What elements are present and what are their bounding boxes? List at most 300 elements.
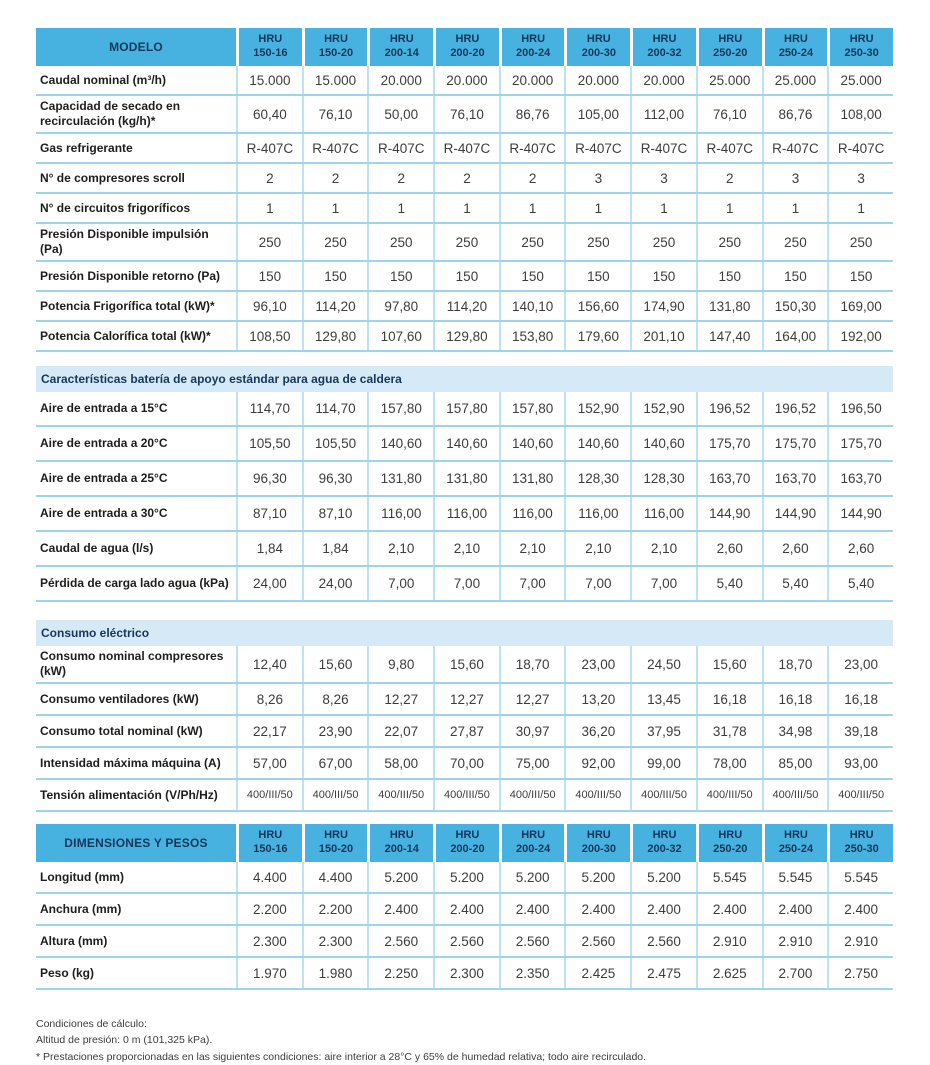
- row-label: Aire de entrada a 25°C: [40, 471, 168, 485]
- table-row: [36, 780, 893, 812]
- cell-value: 157,80: [433, 392, 499, 425]
- header-column-line2: 200-30: [581, 47, 616, 59]
- cell-value: 129,80: [433, 322, 499, 350]
- header-column-line2: 250-24: [778, 843, 814, 855]
- cell-value: R-407C: [630, 134, 696, 162]
- header-column: [367, 824, 433, 862]
- header-column-line2: 250-24: [778, 47, 814, 59]
- row-label: Presión Disponible impulsión (Pa): [40, 227, 209, 256]
- cell-value: 12,27: [367, 684, 433, 714]
- cell-value: 20.000: [564, 66, 630, 94]
- cell-value: 140,60: [564, 427, 630, 460]
- cell-value: 2.910: [696, 926, 762, 956]
- cell-value: 175,70: [696, 427, 762, 460]
- cell-value: 1: [827, 194, 893, 222]
- cell-value: 96,10: [236, 292, 302, 320]
- table-header-row: [36, 824, 893, 862]
- cell-value: 13,20: [564, 684, 630, 714]
- cell-value: 93,00: [827, 748, 893, 778]
- header-title: DIMENSIONES Y PESOS: [36, 824, 236, 862]
- cell-value: 105,50: [236, 427, 302, 460]
- cell-value: 13,45: [630, 684, 696, 714]
- cell-value: 2.425: [564, 958, 630, 988]
- cell-value: R-407C: [827, 134, 893, 162]
- header-column-line1: HRU: [324, 33, 348, 46]
- cell-value: 76,10: [696, 96, 762, 132]
- cell-value: 144,90: [827, 497, 893, 530]
- header-column: [433, 824, 499, 862]
- footnote-line: Condiciones de cálculo:: [36, 1018, 147, 1030]
- cell-value: 2.200: [236, 894, 302, 924]
- cell-value: 75,00: [499, 748, 565, 778]
- cell-value: 400/III/50: [564, 780, 630, 810]
- cell-value: 140,60: [433, 427, 499, 460]
- row-label: Consumo nominal compresores (kW): [40, 649, 224, 678]
- cell-value: R-407C: [433, 134, 499, 162]
- cell-value: 150: [367, 262, 433, 290]
- header-column-line2: 250-20: [713, 47, 748, 59]
- row-label: Aire de entrada a 30°C: [40, 506, 168, 520]
- cell-value: 131,80: [433, 462, 499, 495]
- boiler-coil-section: [36, 366, 893, 602]
- cell-value: 128,30: [564, 462, 630, 495]
- table-row: [36, 497, 893, 532]
- cell-value: 169,00: [827, 292, 893, 320]
- header-column-line1: HRU: [849, 829, 874, 842]
- cell-value: 27,87: [433, 716, 499, 746]
- header-column-line1: HRU: [521, 33, 546, 46]
- cell-value: 58,00: [367, 748, 433, 778]
- header-column-line2: 200-14: [384, 47, 419, 59]
- header-column-line2: 200-24: [516, 47, 551, 59]
- header-column: [630, 28, 696, 66]
- cell-value: 400/III/50: [499, 780, 565, 810]
- cell-value: 7,00: [630, 567, 696, 600]
- header-column: [236, 824, 302, 862]
- header-column-line1: HRU: [652, 829, 677, 842]
- cell-value: 2.300: [302, 926, 368, 956]
- cell-value: R-407C: [499, 134, 565, 162]
- cell-value: 114,20: [302, 292, 368, 320]
- header-title: MODELO: [36, 28, 236, 66]
- cell-value: 2,10: [367, 532, 433, 565]
- cell-value: 1: [499, 194, 565, 222]
- row-label: Pérdida de carga lado agua (kPa): [40, 576, 229, 590]
- header-column-line1: HRU: [718, 33, 743, 46]
- cell-value: 5.545: [762, 862, 828, 892]
- cell-value: 7,00: [433, 567, 499, 600]
- cell-value: 1,84: [302, 532, 368, 565]
- table-row: [36, 716, 893, 748]
- row-label: Potencia Frigorífica total (kW)*: [40, 298, 215, 313]
- cell-value: 150: [433, 262, 499, 290]
- header-column: [564, 824, 630, 862]
- header-column-line2: 250-20: [713, 843, 748, 855]
- cell-value: 12,40: [236, 646, 302, 682]
- cell-value: 179,60: [564, 322, 630, 350]
- cell-value: 116,00: [630, 497, 696, 530]
- table-row: [36, 427, 893, 462]
- header-column-line2: 150-16: [253, 47, 288, 59]
- cell-value: 196,52: [762, 392, 828, 425]
- section-title: Características batería de apoyo estándar para agua de caldera: [36, 366, 893, 392]
- cell-value: 140,60: [630, 427, 696, 460]
- cell-value: 114,20: [433, 292, 499, 320]
- cell-value: 8,26: [236, 684, 302, 714]
- cell-value: 400/III/50: [433, 780, 499, 810]
- cell-value: 67,00: [302, 748, 368, 778]
- cell-value: 2.400: [564, 894, 630, 924]
- cell-value: 96,30: [236, 462, 302, 495]
- header-column-line2: 200-20: [450, 843, 485, 855]
- cell-value: 78,00: [696, 748, 762, 778]
- cell-value: 15,60: [302, 646, 368, 682]
- cell-value: 2: [433, 164, 499, 192]
- row-label: Caudal nominal (m³/h): [40, 72, 166, 87]
- cell-value: 5.200: [630, 862, 696, 892]
- cell-value: 2: [236, 164, 302, 192]
- cell-value: 23,00: [827, 646, 893, 682]
- cell-value: 2,60: [762, 532, 828, 565]
- cell-value: 36,20: [564, 716, 630, 746]
- cell-value: 8,26: [302, 684, 368, 714]
- row-label: Anchura (mm): [40, 901, 122, 916]
- row-label: Longitud (mm): [40, 869, 124, 884]
- cell-value: 50,00: [367, 96, 433, 132]
- row-label: Presión Disponible retorno (Pa): [40, 268, 221, 283]
- header-column-line2: 250-30: [844, 843, 879, 855]
- cell-value: 1: [367, 194, 433, 222]
- cell-value: 22,17: [236, 716, 302, 746]
- cell-value: 2,60: [696, 532, 762, 565]
- cell-value: 105,50: [302, 427, 368, 460]
- cell-value: 5.545: [696, 862, 762, 892]
- table-header-row: [36, 28, 893, 66]
- cell-value: 2,10: [499, 532, 565, 565]
- table-row: [36, 322, 893, 352]
- cell-value: 5.545: [827, 862, 893, 892]
- cell-value: 157,80: [499, 392, 565, 425]
- table-row: [36, 646, 893, 684]
- cell-value: 1: [433, 194, 499, 222]
- table-row: [36, 66, 893, 96]
- table-row: [36, 164, 893, 194]
- header-column: [564, 28, 630, 66]
- cell-value: 20.000: [433, 66, 499, 94]
- cell-value: 18,70: [762, 646, 828, 682]
- cell-value: 114,70: [236, 392, 302, 425]
- table-row: [36, 392, 893, 427]
- cell-value: 5,40: [827, 567, 893, 600]
- cell-value: 400/III/50: [762, 780, 828, 810]
- cell-value: 5.200: [433, 862, 499, 892]
- cell-value: 2,10: [433, 532, 499, 565]
- row-label: Altura (mm): [40, 933, 108, 948]
- cell-value: 22,07: [367, 716, 433, 746]
- cell-value: 140,10: [499, 292, 565, 320]
- cell-value: 2.400: [499, 894, 565, 924]
- cell-value: R-407C: [696, 134, 762, 162]
- cell-value: 175,70: [762, 427, 828, 460]
- cell-value: 3: [630, 164, 696, 192]
- cell-value: 87,10: [236, 497, 302, 530]
- cell-value: 97,80: [367, 292, 433, 320]
- cell-value: 31,78: [696, 716, 762, 746]
- header-column: [696, 824, 762, 862]
- table-row: [36, 894, 893, 926]
- table-row: [36, 462, 893, 497]
- cell-value: 24,00: [302, 567, 368, 600]
- cell-value: 2: [367, 164, 433, 192]
- cell-value: 163,70: [696, 462, 762, 495]
- cell-value: 250: [564, 224, 630, 260]
- cell-value: 76,10: [302, 96, 368, 132]
- cell-value: 152,90: [564, 392, 630, 425]
- cell-value: 1: [762, 194, 828, 222]
- cell-value: R-407C: [236, 134, 302, 162]
- cell-value: 3: [827, 164, 893, 192]
- header-column-line1: HRU: [586, 33, 611, 46]
- cell-value: 87,10: [302, 497, 368, 530]
- cell-value: 116,00: [367, 497, 433, 530]
- cell-value: 3: [762, 164, 828, 192]
- header-column-line1: HRU: [652, 33, 677, 46]
- footnote-line: * Prestaciones proporcionadas en las siguientes condiciones: aire interior a 28°C y 65% de humedad relativa; todo aire recirculado.: [36, 1050, 647, 1063]
- cell-value: 1: [630, 194, 696, 222]
- header-column-line1: HRU: [258, 33, 283, 46]
- cell-value: 2: [696, 164, 762, 192]
- cell-value: 2.700: [762, 958, 828, 988]
- cell-value: 20.000: [499, 66, 565, 94]
- cell-value: 250: [302, 224, 368, 260]
- cell-value: 85,00: [762, 748, 828, 778]
- cell-value: 2.400: [696, 894, 762, 924]
- header-column: [762, 824, 828, 862]
- header-column-line2: 200-32: [647, 843, 682, 855]
- cell-value: 114,70: [302, 392, 368, 425]
- row-label: N° de circuitos frigoríficos: [40, 200, 191, 215]
- cell-value: 150: [236, 262, 302, 290]
- header-column-line1: HRU: [718, 829, 743, 842]
- header-column: [302, 28, 368, 66]
- cell-value: 164,00: [762, 322, 828, 350]
- cell-value: 116,00: [433, 497, 499, 530]
- header-column: [762, 28, 828, 66]
- footnote-line: Altitud de presión: 0 m (101,325 kPa).: [36, 1034, 213, 1047]
- header-column: [499, 824, 565, 862]
- cell-value: 92,00: [564, 748, 630, 778]
- cell-value: 2: [499, 164, 565, 192]
- cell-value: 2.200: [302, 894, 368, 924]
- cell-value: 400/III/50: [367, 780, 433, 810]
- header-column-line1: HRU: [784, 33, 808, 46]
- cell-value: 60,40: [236, 96, 302, 132]
- cell-value: 400/III/50: [696, 780, 762, 810]
- cell-value: 250: [367, 224, 433, 260]
- cell-value: 140,60: [499, 427, 565, 460]
- cell-value: 2.560: [630, 926, 696, 956]
- cell-value: 23,90: [302, 716, 368, 746]
- cell-value: 175,70: [827, 427, 893, 460]
- cell-value: 192,00: [827, 322, 893, 350]
- cell-value: 15,60: [433, 646, 499, 682]
- cell-value: R-407C: [367, 134, 433, 162]
- header-column-line1: HRU: [455, 33, 480, 46]
- header-column-line1: HRU: [258, 829, 283, 842]
- cell-value: 16,18: [696, 684, 762, 714]
- cell-value: 150: [564, 262, 630, 290]
- cell-value: 1.980: [302, 958, 368, 988]
- cell-value: 2.300: [236, 926, 302, 956]
- row-label: Tensión alimentación (V/Ph/Hz): [40, 787, 218, 802]
- cell-value: 15.000: [302, 66, 368, 94]
- cell-value: 5,40: [762, 567, 828, 600]
- cell-value: 2.560: [499, 926, 565, 956]
- cell-value: 2.400: [367, 894, 433, 924]
- row-label: Consumo ventiladores (kW): [40, 691, 199, 706]
- cell-value: 250: [762, 224, 828, 260]
- header-column-line2: 150-20: [318, 47, 354, 59]
- cell-value: 150: [302, 262, 368, 290]
- header-column: [367, 28, 433, 66]
- cell-value: 12,27: [499, 684, 565, 714]
- cell-value: 1: [696, 194, 762, 222]
- row-label: Capacidad de secado en recirculación (kg/h)*: [40, 99, 181, 128]
- table-row: [36, 684, 893, 716]
- header-column-line2: 200-20: [450, 47, 485, 59]
- header-column: [302, 824, 368, 862]
- cell-value: 250: [630, 224, 696, 260]
- header-column-line1: HRU: [849, 33, 874, 46]
- cell-value: 5.200: [367, 862, 433, 892]
- cell-value: 153,80: [499, 322, 565, 350]
- header-column-line1: HRU: [784, 829, 808, 842]
- cell-value: 3: [564, 164, 630, 192]
- cell-value: 163,70: [762, 462, 828, 495]
- header-column-line2: 200-24: [516, 843, 551, 855]
- cell-value: 107,60: [367, 322, 433, 350]
- header-column-line2: 150-16: [253, 843, 288, 855]
- cell-value: 4.400: [302, 862, 368, 892]
- cell-value: 16,18: [762, 684, 828, 714]
- cell-value: 144,90: [696, 497, 762, 530]
- cell-value: 400/III/50: [236, 780, 302, 810]
- cell-value: 1: [564, 194, 630, 222]
- cell-value: R-407C: [302, 134, 368, 162]
- table-row: [36, 292, 893, 322]
- cell-value: 250: [696, 224, 762, 260]
- cell-value: 2.910: [762, 926, 828, 956]
- cell-value: 201,10: [630, 322, 696, 350]
- cell-value: 150,30: [762, 292, 828, 320]
- header-column: [827, 28, 893, 66]
- cell-value: 1.970: [236, 958, 302, 988]
- cell-value: 131,80: [367, 462, 433, 495]
- cell-value: 24,00: [236, 567, 302, 600]
- header-column-line2: 200-14: [384, 843, 419, 855]
- header-column: [696, 28, 762, 66]
- table-row: [36, 134, 893, 164]
- cell-value: 2.560: [433, 926, 499, 956]
- row-label: Caudal de agua (l/s): [40, 541, 154, 555]
- table-row: [36, 532, 893, 567]
- header-column-line2: 200-30: [581, 843, 616, 855]
- cell-value: 150: [499, 262, 565, 290]
- row-label: Consumo total nominal (kW): [40, 723, 203, 738]
- row-label: Peso (kg): [40, 965, 95, 980]
- cell-value: 129,80: [302, 322, 368, 350]
- cell-value: 5.200: [499, 862, 565, 892]
- cell-value: 25.000: [762, 66, 828, 94]
- cell-value: 250: [236, 224, 302, 260]
- cell-value: 144,90: [762, 497, 828, 530]
- cell-value: 250: [827, 224, 893, 260]
- cell-value: 25.000: [827, 66, 893, 94]
- cell-value: 108,50: [236, 322, 302, 350]
- cell-value: 250: [433, 224, 499, 260]
- cell-value: 2.560: [564, 926, 630, 956]
- section-rows: [36, 392, 893, 602]
- cell-value: 150: [762, 262, 828, 290]
- cell-value: 400/III/50: [630, 780, 696, 810]
- cell-value: 76,10: [433, 96, 499, 132]
- row-label: Aire de entrada a 15°C: [40, 401, 168, 415]
- cell-value: R-407C: [762, 134, 828, 162]
- table-row: [36, 958, 893, 990]
- cell-value: 112,00: [630, 96, 696, 132]
- header-column-line1: HRU: [389, 33, 414, 46]
- cell-value: 5,40: [696, 567, 762, 600]
- table-row: [36, 224, 893, 262]
- cell-value: 18,70: [499, 646, 565, 682]
- header-column-line1: HRU: [455, 829, 480, 842]
- cell-value: 1,84: [236, 532, 302, 565]
- cell-value: 400/III/50: [302, 780, 368, 810]
- header-column: [499, 28, 565, 66]
- cell-value: 116,00: [499, 497, 565, 530]
- cell-value: 9,80: [367, 646, 433, 682]
- cell-value: 152,90: [630, 392, 696, 425]
- cell-value: R-407C: [564, 134, 630, 162]
- cell-value: 15.000: [236, 66, 302, 94]
- row-label: N° de compresores scroll: [40, 170, 185, 185]
- cell-value: 16,18: [827, 684, 893, 714]
- cell-value: 5.200: [564, 862, 630, 892]
- cell-value: 2.400: [630, 894, 696, 924]
- header-column: [433, 28, 499, 66]
- cell-value: 2.560: [367, 926, 433, 956]
- cell-value: 96,30: [302, 462, 368, 495]
- section-rows: [36, 646, 893, 812]
- main-spec-table: [36, 28, 893, 352]
- cell-value: 20.000: [367, 66, 433, 94]
- cell-value: 34,98: [762, 716, 828, 746]
- cell-value: 2.625: [696, 958, 762, 988]
- cell-value: 12,27: [433, 684, 499, 714]
- cell-value: 150: [827, 262, 893, 290]
- cell-value: 57,00: [236, 748, 302, 778]
- cell-value: 150: [696, 262, 762, 290]
- cell-value: 400/III/50: [827, 780, 893, 810]
- cell-value: 20.000: [630, 66, 696, 94]
- row-label: Aire de entrada a 20°C: [40, 436, 168, 450]
- header-column-line1: HRU: [389, 829, 414, 842]
- cell-value: 15,60: [696, 646, 762, 682]
- cell-value: 2.475: [630, 958, 696, 988]
- row-label: Gas refrigerante: [40, 140, 133, 155]
- header-column-line1: HRU: [324, 829, 348, 842]
- cell-value: 150: [630, 262, 696, 290]
